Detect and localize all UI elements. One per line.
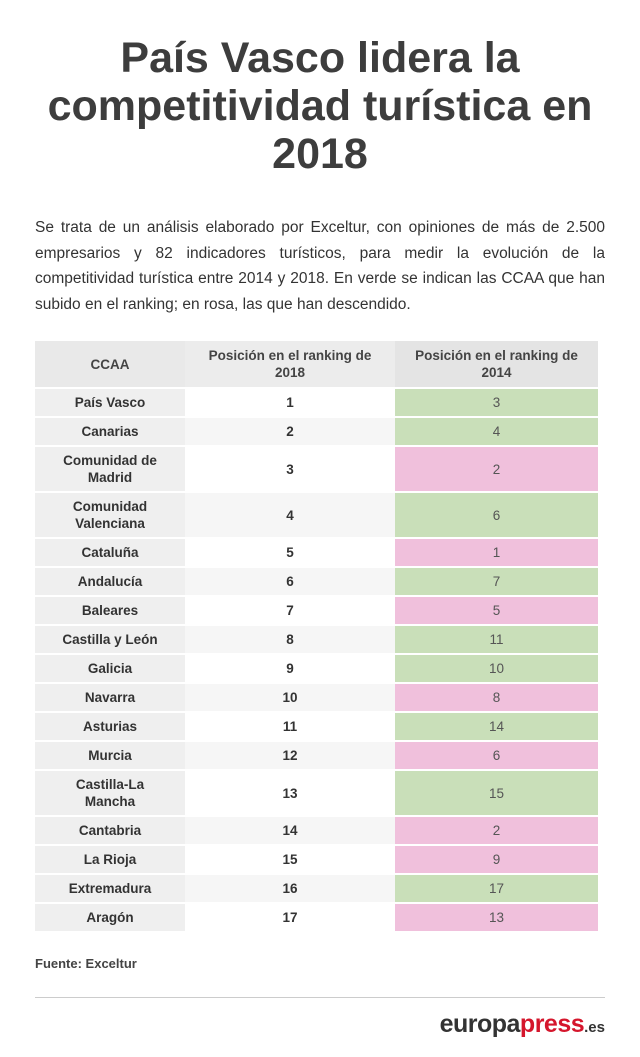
cell-rank-2014: 8 xyxy=(395,684,598,711)
cell-ccaa: Comunidad de Madrid xyxy=(35,447,185,491)
cell-rank-2018: 10 xyxy=(185,684,395,711)
intro-text: Se trata de un análisis elaborado por Exceltur, con opiniones de más de 2.500 empresarios y 82 indicadores turísticos, para medir la evolución de la competitividad turística entre 2014 y 2018. En verde se indican las CCAA que han subido en el ranking; en rosa, las que han descendido. xyxy=(35,219,605,313)
cell-ccaa: Castilla-La Mancha xyxy=(35,771,185,815)
cell-rank-2018: 2 xyxy=(185,418,395,445)
cell-rank-2018: 16 xyxy=(185,875,395,902)
cell-rank-2014: 2 xyxy=(395,817,598,844)
source-note: Fuente: Exceltur xyxy=(35,956,137,971)
table-row xyxy=(35,418,598,445)
cell-rank-2014: 6 xyxy=(395,742,598,769)
cell-rank-2014: 4 xyxy=(395,418,598,445)
cell-ccaa: Murcia xyxy=(35,742,185,769)
cell-rank-2014: 9 xyxy=(395,846,598,873)
table-row xyxy=(35,568,598,595)
cell-rank-2018: 15 xyxy=(185,846,395,873)
column-header-2014: Posición en el ranking de 2014 xyxy=(395,341,598,387)
chart-title: País Vasco lidera la competitividad turística en 2018 xyxy=(47,34,593,178)
column-header-2018: Posición en el ranking de 2018 xyxy=(185,341,395,387)
cell-rank-2018: 8 xyxy=(185,626,395,653)
table-row xyxy=(35,846,598,873)
cell-rank-2018: 7 xyxy=(185,597,395,624)
cell-ccaa: Cataluña xyxy=(35,539,185,566)
cell-ccaa: Cantabria xyxy=(35,817,185,844)
cell-rank-2014: 15 xyxy=(395,771,598,815)
table-row xyxy=(35,904,598,931)
cell-rank-2018: 5 xyxy=(185,539,395,566)
cell-ccaa: Castilla y León xyxy=(35,626,185,653)
ranking-table-body xyxy=(35,389,598,931)
table-row xyxy=(35,655,598,682)
logo-accent-text: press xyxy=(519,1010,585,1038)
cell-rank-2014: 7 xyxy=(395,568,598,595)
cell-ccaa: Canarias xyxy=(35,418,185,445)
cell-ccaa: Andalucía xyxy=(35,568,185,595)
cell-ccaa: Baleares xyxy=(35,597,185,624)
table-row xyxy=(35,742,598,769)
table-row xyxy=(35,539,598,566)
cell-ccaa: Galicia xyxy=(35,655,185,682)
cell-rank-2014: 13 xyxy=(395,904,598,931)
table-row xyxy=(35,817,598,844)
cell-ccaa: Comunidad Valenciana xyxy=(35,493,185,537)
table-row xyxy=(35,875,598,902)
cell-rank-2014: 10 xyxy=(395,655,598,682)
ranking-table xyxy=(35,339,598,933)
cell-ccaa: País Vasco xyxy=(35,389,185,416)
cell-rank-2018: 1 xyxy=(185,389,395,416)
cell-rank-2018: 3 xyxy=(185,447,395,491)
cell-rank-2018: 17 xyxy=(185,904,395,931)
table-row xyxy=(35,713,598,740)
cell-rank-2014: 2 xyxy=(395,447,598,491)
cell-rank-2014: 6 xyxy=(395,493,598,537)
cell-rank-2014: 5 xyxy=(395,597,598,624)
column-header-ccaa: CCAA xyxy=(35,341,185,387)
cell-rank-2014: 3 xyxy=(395,389,598,416)
cell-ccaa: Extremadura xyxy=(35,875,185,902)
cell-rank-2018: 11 xyxy=(185,713,395,740)
cell-rank-2018: 13 xyxy=(185,771,395,815)
europapress-logo xyxy=(440,1010,605,1039)
cell-rank-2014: 17 xyxy=(395,875,598,902)
table-row xyxy=(35,389,598,416)
cell-rank-2014: 1 xyxy=(395,539,598,566)
table-row xyxy=(35,493,598,537)
cell-rank-2018: 4 xyxy=(185,493,395,537)
cell-rank-2014: 11 xyxy=(395,626,598,653)
logo-main-text: europa xyxy=(439,1010,520,1038)
cell-ccaa: Asturias xyxy=(35,713,185,740)
cell-ccaa: Navarra xyxy=(35,684,185,711)
table-row xyxy=(35,771,598,815)
table-row xyxy=(35,684,598,711)
table-row xyxy=(35,626,598,653)
logo-suffix-text: .es xyxy=(584,1019,605,1036)
cell-ccaa: La Rioja xyxy=(35,846,185,873)
cell-rank-2018: 12 xyxy=(185,742,395,769)
cell-ccaa: Aragón xyxy=(35,904,185,931)
cell-rank-2018: 6 xyxy=(185,568,395,595)
cell-rank-2018: 14 xyxy=(185,817,395,844)
table-row xyxy=(35,447,598,491)
footer-divider xyxy=(35,997,605,998)
table-header-row xyxy=(35,341,598,387)
cell-rank-2018: 9 xyxy=(185,655,395,682)
cell-rank-2014: 14 xyxy=(395,713,598,740)
table-row xyxy=(35,597,598,624)
